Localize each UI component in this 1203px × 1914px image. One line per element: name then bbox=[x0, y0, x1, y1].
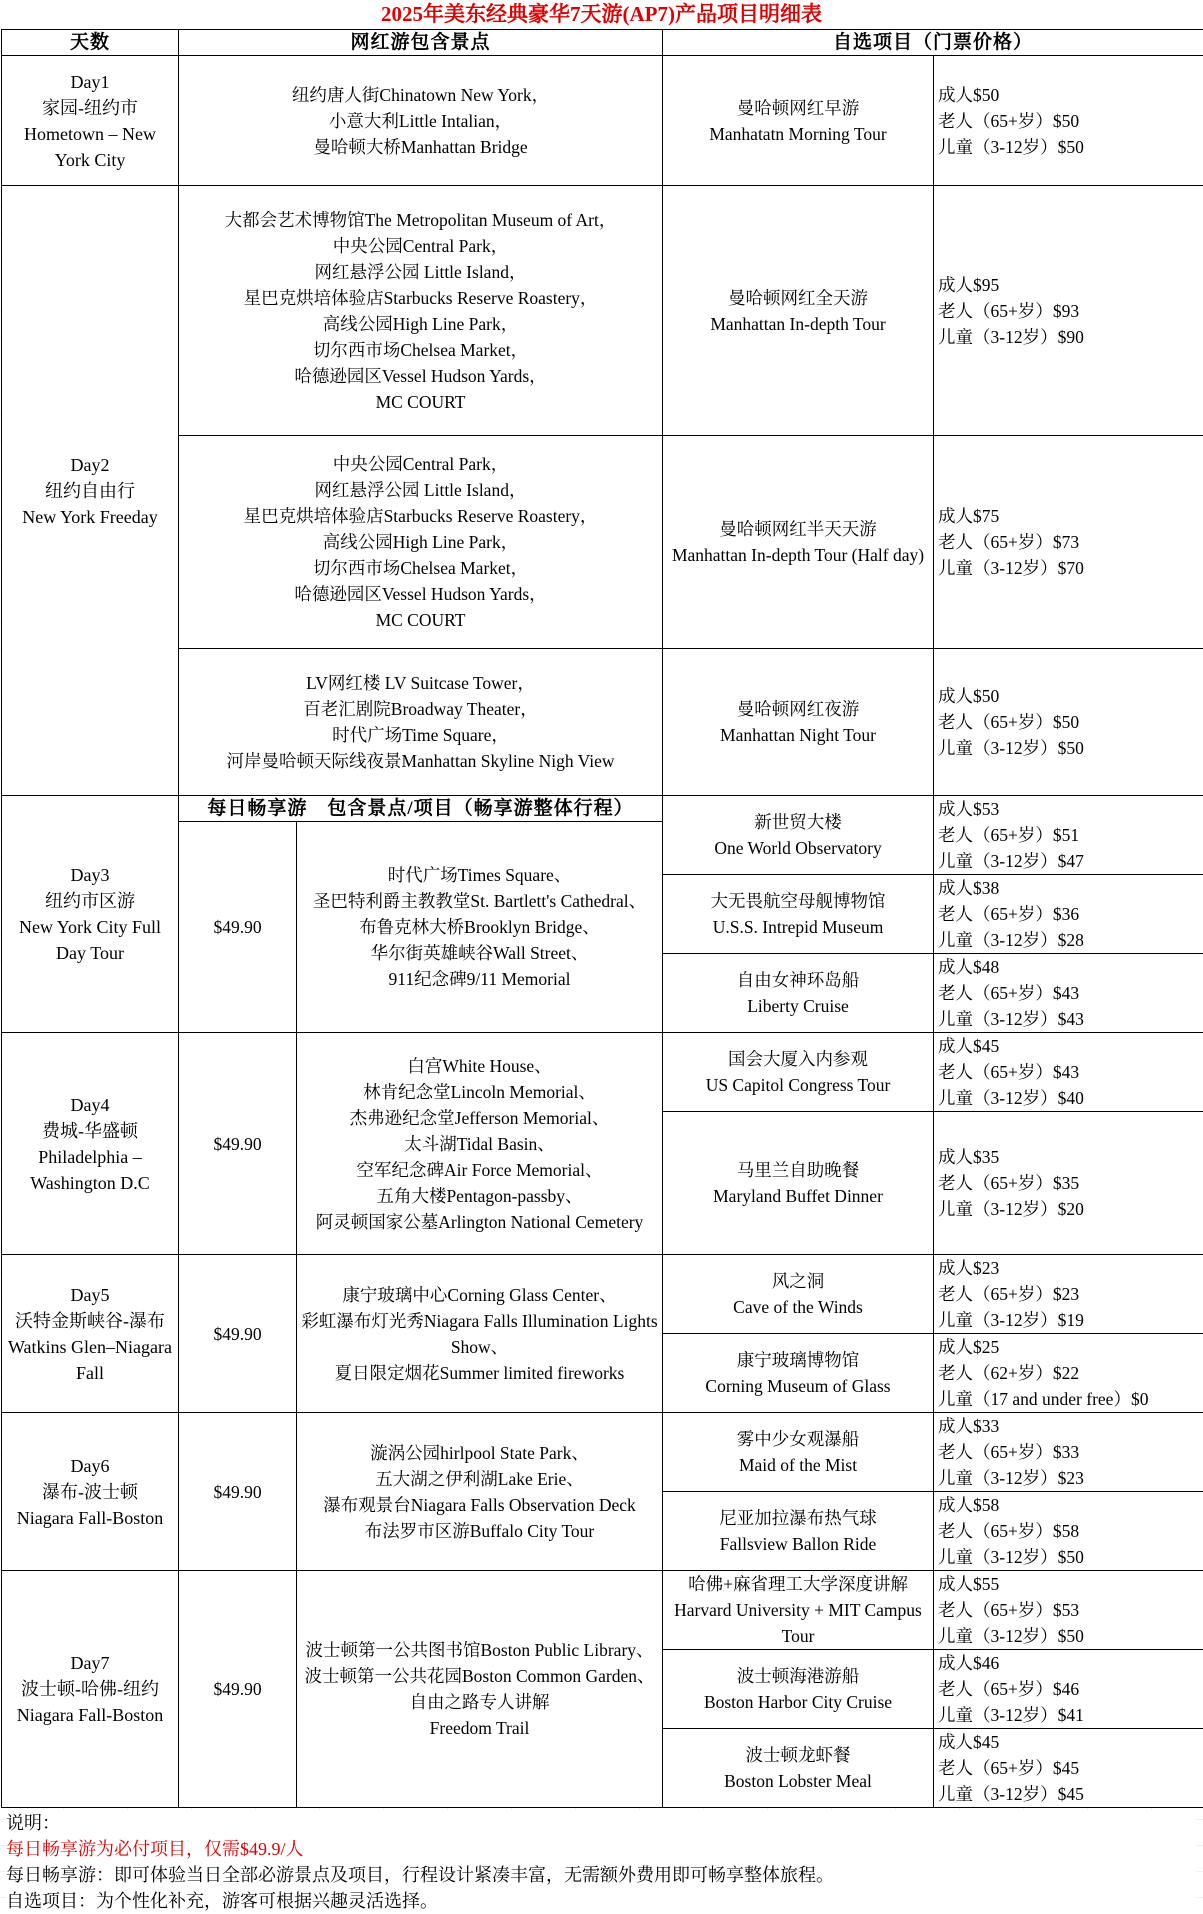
day6-tour-2: 尼亚加拉瀑布热气球 Fallsview Ballon Ride bbox=[663, 1492, 934, 1571]
day5-label: Day5 沃特金斯峡谷-瀑布 Watkins Glen–Niagara Fall bbox=[2, 1255, 179, 1413]
day1-sights: 纽约唐人街Chinatown New York， 小意大利Little Intalian， 曼哈顿大桥Manhattan Bridge bbox=[179, 56, 663, 186]
day6-fee: $49.90 bbox=[179, 1413, 297, 1571]
day2-tour-3: 曼哈顿网红夜游 Manhattan Night Tour bbox=[663, 649, 934, 796]
day2-row-1 bbox=[2, 186, 1203, 436]
day4-label: Day4 费城-华盛顿 Philadelphia – Washington D.C bbox=[2, 1033, 179, 1255]
day1-tour: 曼哈顿网红早游 Manhatatn Morning Tour bbox=[663, 56, 934, 186]
day2-tour-3-price: 成人$50 老人（65+岁）$50 儿童（3-12岁）$50 bbox=[934, 649, 1203, 796]
day7-sights: 波士顿第一公共图书馆Boston Public Library、 波士顿第一公共花园Boston Common Garden、 自由之路专人讲解 Freedom Trail bbox=[297, 1571, 663, 1808]
day7-tour-2-price: 成人$46 老人（65+岁）$46 儿童（3-12岁）$41 bbox=[934, 1650, 1203, 1729]
day2-row-3 bbox=[2, 649, 1203, 796]
day5-tour-2-price: 成人$25 老人（62+岁）$22 儿童（17 and under free）$0 bbox=[934, 1334, 1203, 1413]
day4-row-1 bbox=[2, 1033, 1203, 1112]
day4-tour-2-price: 成人$35 老人（65+岁）$35 儿童（3-12岁）$20 bbox=[934, 1112, 1203, 1255]
day4-fee: $49.90 bbox=[179, 1033, 297, 1255]
day3-tour-1-price: 成人$53 老人（65+岁）$51 儿童（3-12岁）$47 bbox=[934, 796, 1203, 875]
day2-sights-2: 中央公园Central Park， 网红悬浮公园 Little Island， 星巴克烘培体验店Starbucks Reserve Roastery， 高线公园High Line Park， 切尔西市场Chelsea Market， 哈德逊园区Vessel Hudson Yards， MC COURT bbox=[179, 436, 663, 649]
day4-tour-2: 马里兰自助晚餐 Maryland Buffet Dinner bbox=[663, 1112, 934, 1255]
day3-tour-2: 大无畏航空母舰博物馆 U.S.S. Intrepid Museum bbox=[663, 875, 934, 954]
header-sights: 网红游包含景点 bbox=[179, 30, 663, 56]
itinerary-table bbox=[1, 29, 1203, 1808]
day7-label: Day7 波士顿-哈佛-纽约 Niagara Fall-Boston bbox=[2, 1571, 179, 1808]
day7-tour-3: 波士顿龙虾餐 Boston Lobster Meal bbox=[663, 1729, 934, 1808]
day5-tour-1-price: 成人$23 老人（65+岁）$23 儿童（3-12岁）$19 bbox=[934, 1255, 1203, 1334]
day2-tour-1-price: 成人$95 老人（65+岁）$93 儿童（3-12岁）$90 bbox=[934, 186, 1203, 436]
day3-sights: 时代广场Times Square、 圣巴特利爵主教教堂St. Bartlett's Cathedral、 布鲁克林大桥Brooklyn Bridge、 华尔街英雄峡谷Wall Street、 911纪念碑9/11 Memorial bbox=[297, 822, 663, 1033]
day6-label: Day6 瀑布-波士顿 Niagara Fall-Boston bbox=[2, 1413, 179, 1571]
day1-tour-price: 成人$50 老人（65+岁）$50 儿童（3-12岁）$50 bbox=[934, 56, 1203, 186]
optional-note: 自选项目：为个性化补充，游客可根据兴趣灵活选择。 bbox=[6, 1888, 1196, 1914]
day3-fee: $49.90 bbox=[179, 822, 297, 1033]
notes-section bbox=[6, 1810, 1196, 1914]
required-note: 每日畅享游为必付项目，仅需$49.9/人 bbox=[6, 1836, 1196, 1862]
day3-tour-3-price: 成人$48 老人（65+岁）$43 儿童（3-12岁）$43 bbox=[934, 954, 1203, 1033]
day6-tour-2-price: 成人$58 老人（65+岁）$58 儿童（3-12岁）$50 bbox=[934, 1492, 1203, 1571]
day7-row-1 bbox=[2, 1571, 1203, 1650]
day4-tour-1: 国会大厦入内参观 US Capitol Congress Tour bbox=[663, 1033, 934, 1112]
day2-sights-1: 大都会艺术博物馆The Metropolitan Museum of Art， 中央公园Central Park， 网红悬浮公园 Little Island， 星巴克烘培体验店Starbucks Reserve Roastery， 高线公园High Line Park， 切尔西市场Chelsea Market， 哈德逊园区Vessel Hudson Yards， MC COURT bbox=[179, 186, 663, 436]
header-optional: 自选项目（门票价格） bbox=[663, 30, 1203, 56]
day2-row-2 bbox=[2, 436, 1203, 649]
day2-label: Day2 纽约自由行 New York Freeday bbox=[2, 186, 179, 796]
day2-sights-3: LV网红楼 LV Suitcase Tower， 百老汇剧院Broadway Theater， 时代广场Time Square， 河岸曼哈顿天际线夜景Manhattan Skyline Nigh View bbox=[179, 649, 663, 796]
day4-tour-1-price: 成人$45 老人（65+岁）$43 儿童（3-12岁）$40 bbox=[934, 1033, 1203, 1112]
day7-tour-1-price: 成人$55 老人（65+岁）$53 儿童（3-12岁）$50 bbox=[934, 1571, 1203, 1650]
day7-tour-3-price: 成人$45 老人（65+岁）$45 儿童（3-12岁）$45 bbox=[934, 1729, 1203, 1808]
day2-tour-2: 曼哈顿网红半天天游 Manhattan In-depth Tour (Half day) bbox=[663, 436, 934, 649]
day6-tour-1: 雾中少女观瀑船 Maid of the Mist bbox=[663, 1413, 934, 1492]
notes-heading: 说明： bbox=[6, 1810, 1196, 1836]
day3-tour-2-price: 成人$38 老人（65+岁）$36 儿童（3-12岁）$28 bbox=[934, 875, 1203, 954]
day5-fee: $49.90 bbox=[179, 1255, 297, 1413]
day1-row bbox=[2, 56, 1203, 186]
day3-subheader-row bbox=[2, 796, 1203, 822]
daily-tour-subheader: 每日畅享游 包含景点/项目（畅享游整体行程） bbox=[179, 796, 663, 822]
day2-tour-2-price: 成人$75 老人（65+岁）$73 儿童（3-12岁）$70 bbox=[934, 436, 1203, 649]
header-row bbox=[2, 30, 1203, 56]
day5-tour-2: 康宁玻璃博物馆 Corning Museum of Glass bbox=[663, 1334, 934, 1413]
day6-tour-1-price: 成人$33 老人（65+岁）$33 儿童（3-12岁）$23 bbox=[934, 1413, 1203, 1492]
day7-tour-2: 波士顿海港游船 Boston Harbor City Cruise bbox=[663, 1650, 934, 1729]
day5-sights: 康宁玻璃中心Corning Glass Center、 彩虹瀑布灯光秀Niagara Falls Illumination Lights Show、 夏日限定烟花Summer limited fireworks bbox=[297, 1255, 663, 1413]
day5-tour-1: 风之洞 Cave of the Winds bbox=[663, 1255, 934, 1334]
day4-sights: 白宫White House、 林肯纪念堂Lincoln Memorial、 杰弗逊纪念堂Jefferson Memorial、 太斗湖Tidal Basin、 空军纪念碑Air Force Memorial、 五角大楼Pentagon-passby、 阿灵顿国家公墓Arlington National Cemetery bbox=[297, 1033, 663, 1255]
daily-tour-note: 每日畅享游：即可体验当日全部必游景点及项目，行程设计紧凑丰富，无需额外费用即可畅享整体旅程。 bbox=[6, 1862, 1196, 1888]
day6-row-1 bbox=[2, 1413, 1203, 1492]
day6-sights: 漩涡公园hirlpool State Park、 五大湖之伊利湖Lake Erie、 瀑布观景台Niagara Falls Observation Deck 布法罗市区游Buffalo City Tour bbox=[297, 1413, 663, 1571]
day5-row-1 bbox=[2, 1255, 1203, 1334]
day7-tour-1: 哈佛+麻省理工大学深度讲解 Harvard University + MIT Campus Tour bbox=[663, 1571, 934, 1650]
day7-fee: $49.90 bbox=[179, 1571, 297, 1808]
sheet-title: 2025年美东经典豪华7天游(AP7)产品项目明细表 bbox=[0, 0, 1203, 29]
day2-tour-1: 曼哈顿网红全天游 Manhattan In-depth Tour bbox=[663, 186, 934, 436]
day3-tour-1: 新世贸大楼 One World Observatory bbox=[663, 796, 934, 875]
day3-tour-3: 自由女神环岛船 Liberty Cruise bbox=[663, 954, 934, 1033]
day3-label: Day3 纽约市区游 New York City Full Day Tour bbox=[2, 796, 179, 1033]
day1-label: Day1 家园-纽约市 Hometown – New York City bbox=[2, 56, 179, 186]
header-day: 天数 bbox=[2, 30, 179, 56]
